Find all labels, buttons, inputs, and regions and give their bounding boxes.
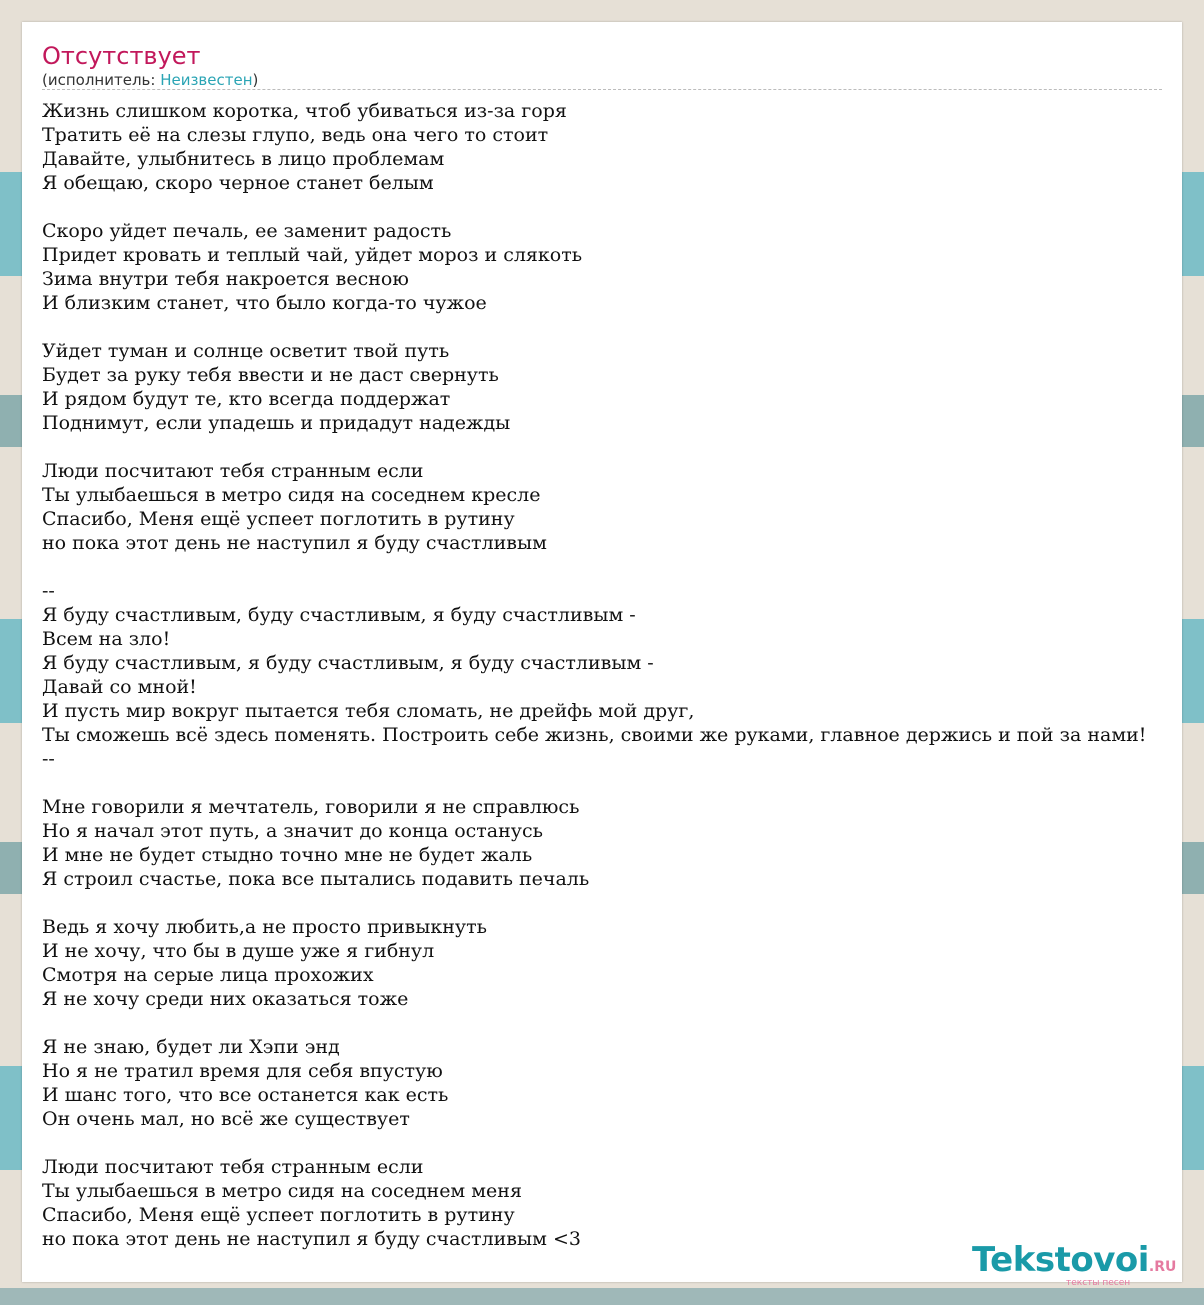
lyric-line: И рядом будут те, кто всегда поддержат [42,388,451,410]
lyric-line [42,195,1146,219]
lyric-line: Ты сможешь всё здесь поменять. Построить себе жизнь, своими же руками, главное держись и пой за нами! [42,724,1147,746]
lyric-line [42,435,1146,459]
lyric-line: Но я не тратил время для себя впустую [42,1060,443,1082]
artist-link[interactable]: Неизвестен [160,71,253,89]
logo-text: Tekstovoi [972,1240,1149,1280]
lyric-line: Уйдет туман и солнце осветит твой путь [42,340,450,362]
lyric-line [42,1011,1146,1035]
lyric-line: Ты улыбаешься в метро сидя на соседнем кресле [42,484,541,506]
artist-prefix: (исполнитель: [42,71,161,89]
lyric-line: Люди посчитают тебя странным если [42,1156,424,1178]
lyric-line: Придет кровать и теплый чай, уйдет мороз и слякоть [42,244,583,266]
lyric-line: Тратить её на слезы глупо, ведь она чего то стоит [42,124,549,146]
lyric-line: Жизнь слишком коротка, чтоб убиваться из-за горя [42,100,567,122]
lyric-line: И шанс того, что все останется как есть [42,1084,449,1106]
lyric-line: Скоро уйдет печаль, ее заменит радость [42,220,452,242]
lyric-line [42,891,1146,915]
lyric-line: Я обещаю, скоро черное станет белым [42,172,434,194]
lyric-line: И пусть мир вокруг пытается тебя сломать, не дрейфь мой друг, [42,700,695,722]
lyric-line: Поднимут, если упадешь и придадут надежды [42,412,511,434]
lyric-line: -- [42,580,55,602]
lyrics-text [42,99,1146,1251]
lyrics-card [22,22,1182,1288]
site-logo[interactable] [972,1240,1177,1288]
title-divider [42,89,1162,90]
lyric-line: Всем на зло! [42,628,171,650]
lyric-line: И мне не будет стыдно точно мне не будет жаль [42,844,533,866]
lyric-line: Но я начал этот путь, а значит до конца останусь [42,820,543,842]
lyric-line: Смотря на серые лица прохожих [42,964,374,986]
lyric-line: Он очень мал, но всё же существует [42,1108,410,1130]
lyric-line: Давайте, улыбнитесь в лицо проблемам [42,148,445,170]
song-title: Отсутствует [42,42,201,70]
lyric-line: Спасибо, Меня ещё успеет поглотить в рутину [42,508,515,530]
lyric-line: Я буду счастливым, я буду счастливым, я буду счастливым - [42,652,654,674]
artist-line [42,71,258,89]
lyric-line: Давай со мной! [42,676,197,698]
lyric-line: Ведь я хочу любить,а не просто привыкнуть [42,916,487,938]
lyric-line [42,315,1146,339]
lyric-line: Мне говорили я мечтатель, говорили я не справлюсь [42,796,580,818]
lyric-line: но пока этот день не наступил я буду счастливым [42,532,547,554]
lyric-line: И близким станет, что было когда-то чужое [42,292,487,314]
artist-suffix: ) [252,71,259,89]
logo-suffix: .RU [1148,1259,1177,1275]
lyric-line: Будет за руку тебя ввести и не даст свернуть [42,364,499,386]
lyric-line: Я не знаю, будет ли Хэпи энд [42,1036,340,1058]
lyric-line: И не хочу, что бы в душе уже я гибнул [42,940,435,962]
lyric-line: Я строил счастье, пока все пытались подавить печаль [42,868,590,890]
lyric-line: -- [42,748,55,770]
lyric-line: Я не хочу среди них оказаться тоже [42,988,409,1010]
lyric-line: Зима внутри тебя накроется весною [42,268,409,290]
logo-tagline: тексты песен [1066,1278,1131,1288]
lyric-line: Ты улыбаешься в метро сидя на соседнем меня [42,1180,522,1202]
lyric-line [42,771,1146,795]
lyric-line: Спасибо, Меня ещё успеет поглотить в рутину [42,1204,515,1226]
lyric-line [42,555,1146,579]
lyric-line [42,1131,1146,1155]
lyric-line: Я буду счастливым, буду счастливым, я буду счастливым - [42,604,636,626]
lyric-line: Люди посчитают тебя странным если [42,460,424,482]
lyric-line: но пока этот день не наступил я буду счастливым <3 [42,1228,581,1250]
